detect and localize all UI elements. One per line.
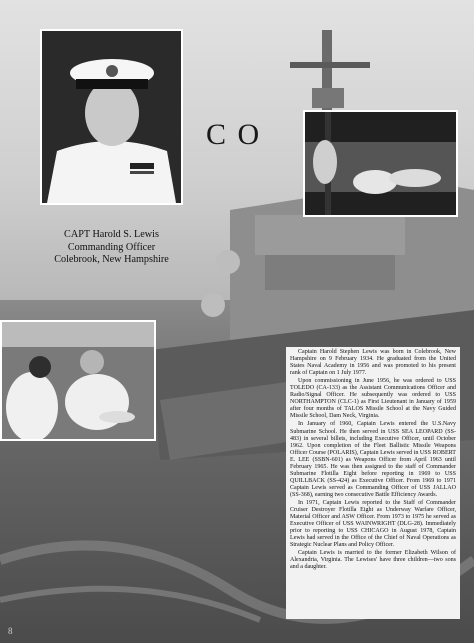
- portrait-caption: [40, 229, 183, 267]
- biography-text: [286, 347, 460, 619]
- page-heading-letters: C O: [206, 118, 262, 151]
- bio-paragraph: In 1971, Captain Lewis reported to the Staff of Commander Cruiser Destroyer Flotilla Eight as Underway Warfare Officer, Material Officer and ASW Officer. From 1973 to 1975 he served as Executive Officer of USS WAINWRIGHT (DLG-28). Immediately prior to reporting to USS CHICAGO in August 1978, Captain Lewis had served in the Office of the Chief of Naval Operations as Strategic Nuclear Plans and Policy Officer.: [290, 499, 456, 549]
- portrait-illustration: [42, 31, 181, 203]
- page-number: 8: [8, 626, 13, 636]
- captain-portrait-photo: [40, 29, 183, 205]
- crew-lunch-photo: [0, 320, 156, 441]
- bio-paragraph: Upon commissioning in June 1956, he was ordered to USS TOLEDO (CA-133) as the Assistant Communications Officer and Radio/Signal Officer. He subsequently was ordered to USS NORTHAMPTON (CLC-1) as First Lieutenant in January of 1959 after four months of TALOS Missile School at the Navy Guided Missile School, Dam Neck, Virginia.: [290, 378, 456, 420]
- bio-paragraph: In January of 1960, Captain Lewis entered the U.S.Navy Submarine School. He then served in USS SEA LEOPARD (SS-483) in several billets, including Executive Officer, until October 1962. Upon completion of the Fleet Ballistic Missile Weapons Officer Course (POLARIS), Captain Lewis served in USS ROBERT E. LEE (SSBN-601) as Weapons Officer from April 1963 until February 1965. He was then assigned to the staff of Commander Submarine Flotilla Eight before reporting in 1969 to USS QUILLBACK (SS-424) as Executive Officer. From 1969 to 1971 Captain Lewis served as Commanding Officer of USS JALLAO (SS-368), earning two consecutive Battle Efficiency Awards.: [290, 421, 456, 498]
- caption-name: CAPT Harold S. Lewis: [64, 229, 159, 240]
- bio-paragraph: Captain Lewis is married to the former Elizabeth Wilson of Alexandria, Virginia. The Lewises' have three children—two sons and a daughter.: [290, 550, 456, 571]
- caption-title: Commanding Officer: [67, 241, 156, 253]
- bridge-illustration: [305, 112, 456, 215]
- bridge-photo: [303, 110, 458, 217]
- crew-lunch-illustration: [2, 322, 154, 439]
- caption-hometown: Colebrook, New Hampshire: [54, 254, 169, 265]
- bio-paragraph: Captain Harold Stephen Lewis was born in Colebrook, New Hampshire on 9 February 1934. He graduated from the United States Naval Academy in 1956 and was promoted to his present rank of Captain on 1 July 1977.: [290, 349, 456, 377]
